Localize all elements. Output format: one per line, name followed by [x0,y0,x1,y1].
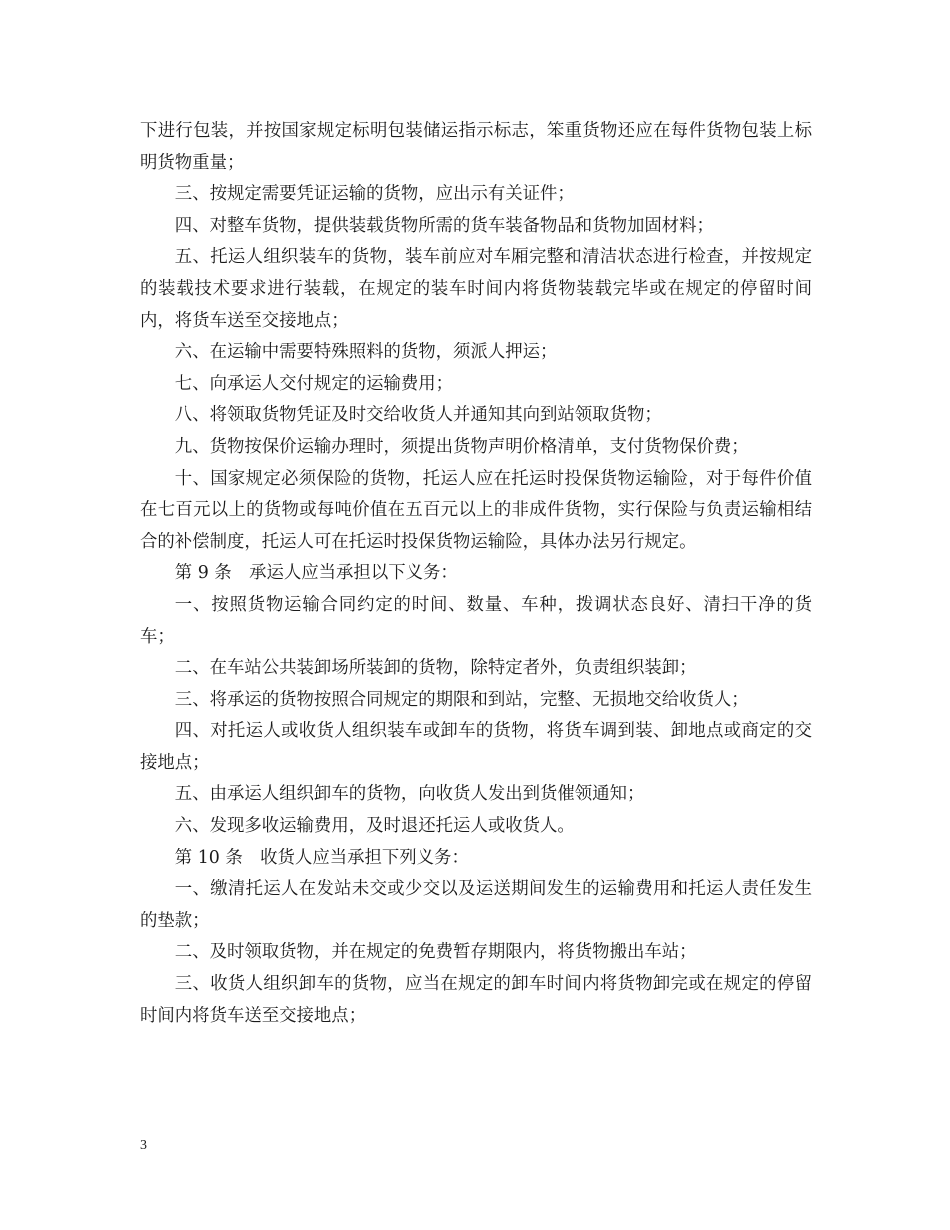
article-heading: 第 9 条 承运人应当承担以下义务： [174,563,458,584]
paragraph: 三、将承运的货物按照合同规定的期限和到站，完整、无损地交给收货人； [174,689,749,710]
paragraph: 四、对整车货物，提供装载货物所需的货车装备物品和货物加固材料； [174,215,714,236]
paragraph: 六、在运输中需要特殊照料的货物，须派人押运； [174,342,558,363]
paragraph: 九、货物按保价运输办理时，须提出货物声明价格清单，支付货物保价费； [174,436,749,457]
paragraph: 七、向承运人交付规定的运输费用； [174,373,454,394]
paragraph: 一、按照货物运输合同约定的时间、数量、车种，拨调状态良好、清扫干净的货车； [140,594,812,647]
paragraph-continuation: 下进行包装，并按国家规定标明包装储运指示标志，笨重货物还应在每件货物包装上标明货物重量； [140,121,812,173]
paragraph: 十、国家规定必须保险的货物，托运人应在托运时投保货物运输险，对于每件价值在七百元以上的货物或每吨价值在五百元以上的非成件货物，实行保险与负责运输相结合的补偿制度，托运人可在托运时投保货物运输险，具体办法另行规定。 [140,468,812,552]
paragraph: 二、及时领取货物，并在规定的免费暂存期限内，将货物搬出车站； [174,942,697,963]
paragraph: 四、对托运人或收货人组织装车或卸车的货物，将货车调到装、卸地点或商定的交接地点； [140,721,812,773]
paragraph: 二、在车站公共装卸场所装卸的货物，除特定者外，负责组织装卸； [174,658,697,679]
article-heading: 第 10 条 收货人应当承担下列义务： [174,847,469,868]
paragraph: 六、发现多收运输费用，及时退还托运人或收货人。 [174,816,575,837]
page-number: 3 [140,1138,147,1153]
paragraph: 五、托运人组织装车的货物，装车前应对车厢完整和清洁状态进行检查，并按规定的装载技术要求进行装载，在规定的装车时间内将货物装载完毕或在规定的停留时间内，将货车送至交接地点； [140,247,812,331]
paragraph: 一、缴清托运人在发站未交或少交以及运送期间发生的运输费用和托运人责任发生的垫款； [140,879,812,931]
paragraph: 五、由承运人组织卸车的货物，向收货人发出到货催领通知； [174,784,645,805]
paragraph: 八、将领取货物凭证及时交给收货人并通知其向到站领取货物； [174,405,662,426]
paragraph: 三、收货人组织卸车的货物，应当在规定的卸车时间内将货物卸完或在规定的停留时间内将货车送至交接地点； [140,974,812,1026]
paragraph: 三、按规定需要凭证运输的货物，应出示有关证件； [174,184,575,205]
document-body [140,116,812,1032]
